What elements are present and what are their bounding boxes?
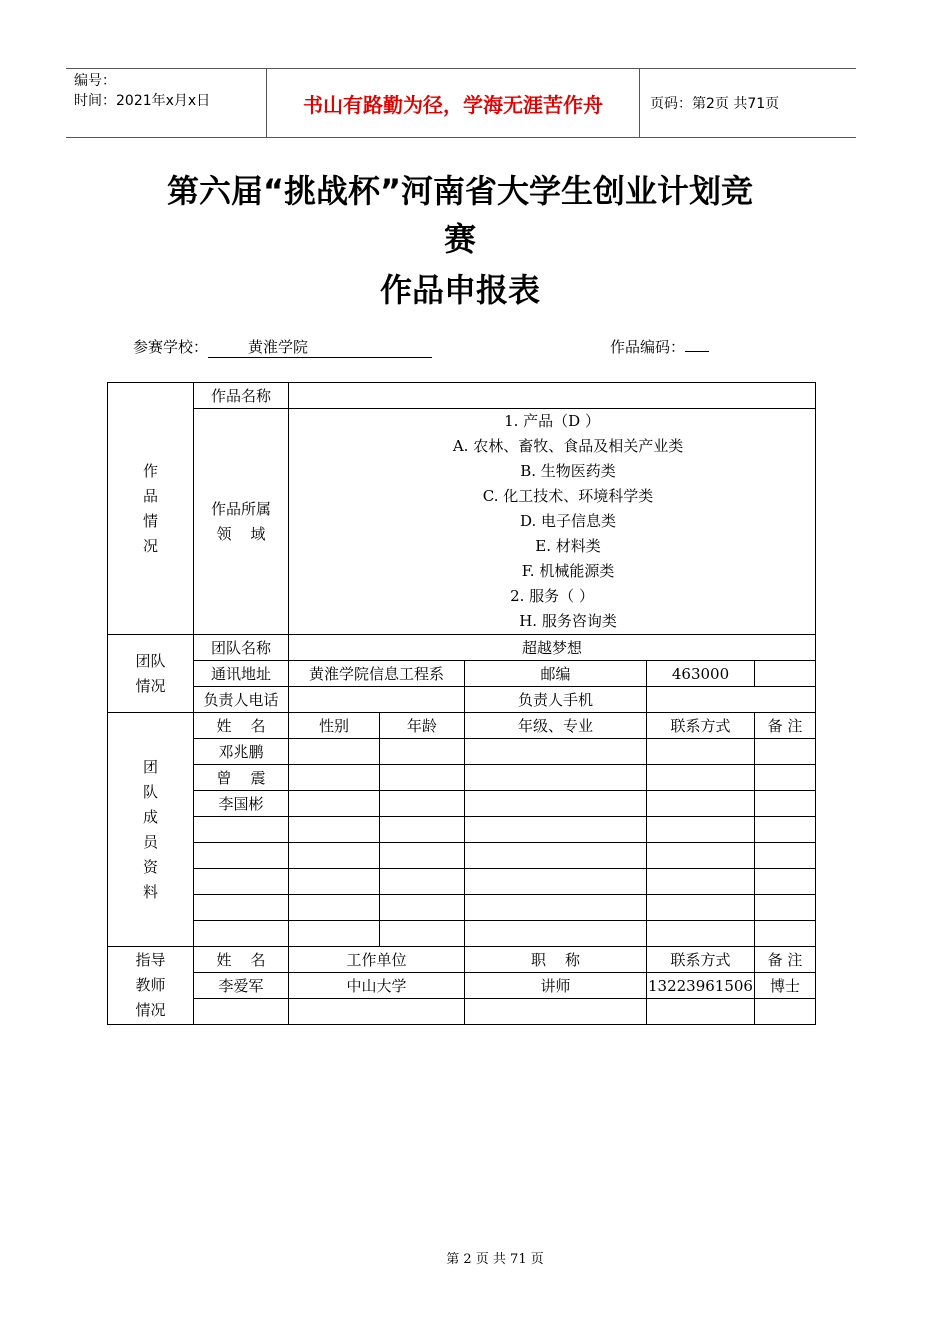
member-note[interactable]: [755, 843, 816, 869]
member-gender[interactable]: [289, 869, 380, 895]
member-major[interactable]: [465, 921, 647, 947]
motto: 书山有路勤为径，学海无涯苦作舟: [267, 69, 640, 137]
table-row: [108, 739, 816, 765]
table-row: [108, 843, 816, 869]
advisor-header-unit: 工作单位: [289, 947, 465, 973]
page-header: [66, 68, 856, 138]
leader-mobile-label: 负责人手机: [465, 687, 647, 713]
member-contact[interactable]: [647, 739, 755, 765]
leader-phone-label: 负责人电话: [194, 687, 289, 713]
member-major[interactable]: [465, 765, 647, 791]
advisor-contact[interactable]: 13223961506: [647, 973, 755, 999]
member-header-name: 姓 名: [194, 713, 289, 739]
domain-list: [289, 409, 816, 635]
member-age[interactable]: [380, 843, 465, 869]
member-age[interactable]: [380, 765, 465, 791]
domain-item: 2. 服务（ ）: [510, 587, 594, 605]
member-note[interactable]: [755, 921, 816, 947]
member-contact[interactable]: [647, 843, 755, 869]
advisor-contact[interactable]: [647, 999, 755, 1025]
member-major[interactable]: [465, 895, 647, 921]
advisor-title[interactable]: [465, 999, 647, 1025]
postcode-extra[interactable]: [755, 661, 816, 687]
table-row: [108, 791, 816, 817]
work-name-value[interactable]: [289, 383, 816, 409]
advisor-note[interactable]: 博士: [755, 973, 816, 999]
advisor-title[interactable]: 讲师: [465, 973, 647, 999]
member-gender[interactable]: [289, 765, 380, 791]
school-field: [133, 336, 432, 358]
member-gender[interactable]: [289, 921, 380, 947]
member-header-age: 年龄: [380, 713, 465, 739]
address-label: 通讯地址: [194, 661, 289, 687]
advisor-name[interactable]: [194, 999, 289, 1025]
member-gender[interactable]: [289, 791, 380, 817]
member-name[interactable]: [194, 921, 289, 947]
member-note[interactable]: [755, 869, 816, 895]
member-major[interactable]: [465, 817, 647, 843]
member-contact[interactable]: [647, 869, 755, 895]
advisor-header-contact: 联系方式: [647, 947, 755, 973]
member-age[interactable]: [380, 791, 465, 817]
member-header-note: 备 注: [755, 713, 816, 739]
member-major[interactable]: [465, 869, 647, 895]
section-advisor-label: 指导 教师 情况: [108, 947, 194, 1025]
domain-item: A. 农林、畜牧、食品及相关产业类: [452, 437, 684, 455]
table-row: [108, 973, 816, 999]
member-name[interactable]: [194, 869, 289, 895]
member-note[interactable]: [755, 765, 816, 791]
member-major[interactable]: [465, 791, 647, 817]
domain-item: D. 电子信息类: [520, 512, 617, 530]
member-gender[interactable]: [289, 739, 380, 765]
member-name[interactable]: [194, 817, 289, 843]
code-value[interactable]: [685, 351, 709, 352]
domain-item: C. 化工技术、环境科学类: [482, 487, 654, 505]
advisor-header-note: 备 注: [755, 947, 816, 973]
member-contact[interactable]: [647, 921, 755, 947]
code-field: [610, 336, 709, 357]
member-age[interactable]: [380, 739, 465, 765]
member-note[interactable]: [755, 895, 816, 921]
advisor-note[interactable]: [755, 999, 816, 1025]
domain-item: H. 服务咨询类: [519, 612, 617, 630]
member-header-major: 年级、专业: [465, 713, 647, 739]
domain-item: B. 生物医药类: [520, 462, 616, 480]
section-team-label: 团队 情况: [108, 635, 194, 713]
member-major[interactable]: [465, 843, 647, 869]
member-name[interactable]: 曾 震: [194, 765, 289, 791]
postcode-value[interactable]: 463000: [647, 661, 755, 687]
page-footer: 第 2 页 共 71 页: [446, 1252, 544, 1267]
member-name[interactable]: [194, 843, 289, 869]
member-gender[interactable]: [289, 895, 380, 921]
domain-label: 作品所属 领 域: [194, 409, 289, 635]
member-gender[interactable]: [289, 843, 380, 869]
table-row: [108, 921, 816, 947]
work-name-label: 作品名称: [194, 383, 289, 409]
member-age[interactable]: [380, 921, 465, 947]
advisor-name[interactable]: 李爱军: [194, 973, 289, 999]
table-row: [108, 765, 816, 791]
member-note[interactable]: [755, 791, 816, 817]
member-header-gender: 性别: [289, 713, 380, 739]
header-left: [66, 69, 267, 137]
advisor-unit[interactable]: [289, 999, 465, 1025]
advisor-unit[interactable]: 中山大学: [289, 973, 465, 999]
domain-item: F. 机械能源类: [521, 562, 615, 580]
title-line-3: 作品申报表: [379, 271, 540, 309]
time-label: 时间：2021年x月x日: [74, 93, 211, 109]
section-members-label: 团 队 成 员 资 料: [108, 713, 194, 947]
title-line-1: 第六届“挑战杯”河南省大学生创业计划竞: [166, 172, 754, 210]
number-label: 编号：: [74, 73, 116, 89]
domain-item: 1. 产品（D ）: [504, 412, 600, 430]
domain-item: E. 材料类: [535, 537, 601, 555]
table-row: [108, 999, 816, 1025]
school-label: 参赛学校：: [133, 338, 209, 356]
advisor-header-title: 职 称: [465, 947, 647, 973]
application-form-table: [107, 382, 816, 1025]
member-header-contact: 联系方式: [647, 713, 755, 739]
member-name[interactable]: [194, 895, 289, 921]
school-value[interactable]: 黄淮学院: [208, 336, 432, 358]
member-name[interactable]: 邓兆鹏: [194, 739, 289, 765]
member-gender[interactable]: [289, 817, 380, 843]
member-age[interactable]: [380, 817, 465, 843]
advisor-header-name: 姓 名: [194, 947, 289, 973]
postcode-label: 邮编: [465, 661, 647, 687]
member-contact[interactable]: [647, 765, 755, 791]
address-value[interactable]: 黄淮学院信息工程系: [289, 661, 465, 687]
member-major[interactable]: [465, 739, 647, 765]
table-row: [108, 869, 816, 895]
table-row: [108, 817, 816, 843]
team-name-label: 团队名称: [194, 635, 289, 661]
member-age[interactable]: [380, 869, 465, 895]
section-work-label: 作 品 情 况: [108, 383, 194, 635]
leader-phone-value[interactable]: [289, 687, 465, 713]
code-label: 作品编码：: [610, 338, 686, 356]
page-info: 页码：第2页 共71页: [650, 96, 780, 112]
member-note[interactable]: [755, 817, 816, 843]
member-contact[interactable]: [647, 817, 755, 843]
member-contact[interactable]: [647, 895, 755, 921]
title-line-2: 赛: [443, 220, 476, 258]
team-name-value[interactable]: 超越梦想: [289, 635, 816, 661]
member-age[interactable]: [380, 895, 465, 921]
table-row: [108, 895, 816, 921]
member-name[interactable]: 李国彬: [194, 791, 289, 817]
member-contact[interactable]: [647, 791, 755, 817]
member-note[interactable]: [755, 739, 816, 765]
leader-mobile-value[interactable]: [647, 687, 816, 713]
